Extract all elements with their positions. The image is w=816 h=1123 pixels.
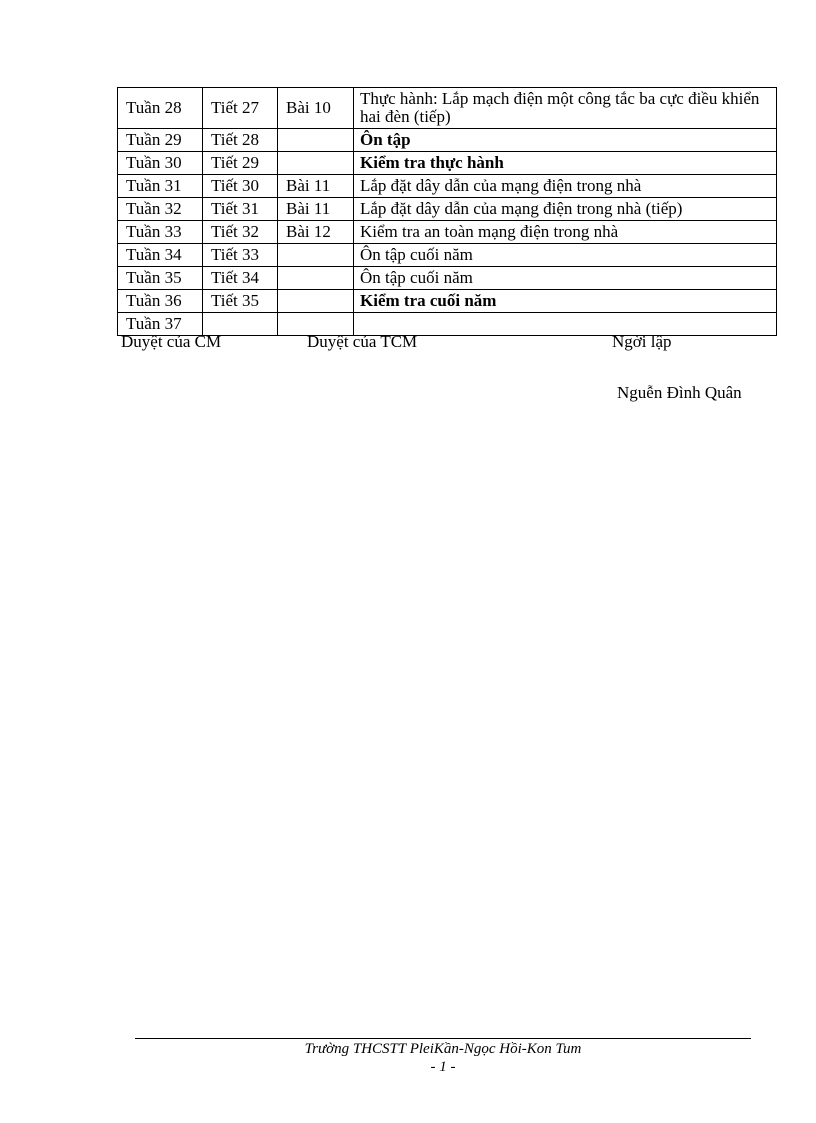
period-cell: Tiết 31: [203, 198, 278, 221]
content-cell: Ôn tập cuối năm: [354, 244, 777, 267]
period-cell: Tiết 29: [203, 152, 278, 175]
table-row: [118, 267, 777, 290]
week-cell: Tuần 32: [118, 198, 203, 221]
lesson-cell: [278, 129, 354, 152]
week-cell: Tuần 28: [118, 88, 203, 129]
lesson-cell: Bài 11: [278, 198, 354, 221]
content-cell: Kiểm tra thực hành: [354, 152, 777, 175]
period-cell: Tiết 30: [203, 175, 278, 198]
table-row: [118, 129, 777, 152]
footer-school-name: Trường THCSTT PleiKần-Ngọc Hồi-Kon Tum: [304, 1041, 582, 1057]
schedule-table: [117, 87, 777, 336]
table-row: [118, 152, 777, 175]
table-row: [118, 175, 777, 198]
lesson-cell: Bài 12: [278, 221, 354, 244]
week-cell: Tuần 29: [118, 129, 203, 152]
content-cell: Kiểm tra cuối năm: [354, 290, 777, 313]
week-cell: Tuần 31: [118, 175, 203, 198]
table-row: [118, 88, 777, 129]
lesson-cell: [278, 290, 354, 313]
content-cell: Lắp đặt dây dẫn của mạng điện trong nhà: [354, 175, 777, 198]
table-row: [118, 290, 777, 313]
week-cell: Tuần 33: [118, 221, 203, 244]
lesson-cell: Bài 10: [278, 88, 354, 129]
content-cell: Thực hành: Lắp mạch điện một công tắc ba cực điều khiển hai đèn (tiếp): [354, 88, 777, 129]
table-row: [118, 244, 777, 267]
table-row: [118, 198, 777, 221]
footer-divider: [135, 1038, 751, 1039]
week-cell: Tuần 30: [118, 152, 203, 175]
preparer-label: Ngời lập: [612, 332, 672, 351]
lesson-cell: [278, 152, 354, 175]
lesson-cell: [278, 244, 354, 267]
approval-cm-label: Duyệt của CM: [121, 332, 222, 351]
period-cell: Tiết 35: [203, 290, 278, 313]
schedule-table-body: [118, 88, 777, 336]
period-cell: Tiết 27: [203, 88, 278, 129]
week-cell: Tuần 37: [118, 313, 203, 336]
content-cell: Lắp đặt dây dẫn của mạng điện trong nhà (tiếp): [354, 198, 777, 221]
content-cell: Kiểm tra an toàn mạng điện trong nhà: [354, 221, 777, 244]
period-cell: Tiết 28: [203, 129, 278, 152]
page-number: - 1 -: [430, 1059, 456, 1075]
period-cell: Tiết 33: [203, 244, 278, 267]
week-cell: Tuần 34: [118, 244, 203, 267]
period-cell: Tiết 32: [203, 221, 278, 244]
lesson-cell: Bài 11: [278, 175, 354, 198]
period-cell: Tiết 34: [203, 267, 278, 290]
content-cell: Ôn tập: [354, 129, 777, 152]
preparer-name: Nguễn Đình Quân: [617, 383, 742, 402]
table-row: [118, 221, 777, 244]
week-cell: Tuần 35: [118, 267, 203, 290]
content-cell: Ôn tập cuối năm: [354, 267, 777, 290]
lesson-cell: [278, 267, 354, 290]
week-cell: Tuần 36: [118, 290, 203, 313]
approval-tcm-label: Duyệt của TCM: [307, 332, 418, 351]
